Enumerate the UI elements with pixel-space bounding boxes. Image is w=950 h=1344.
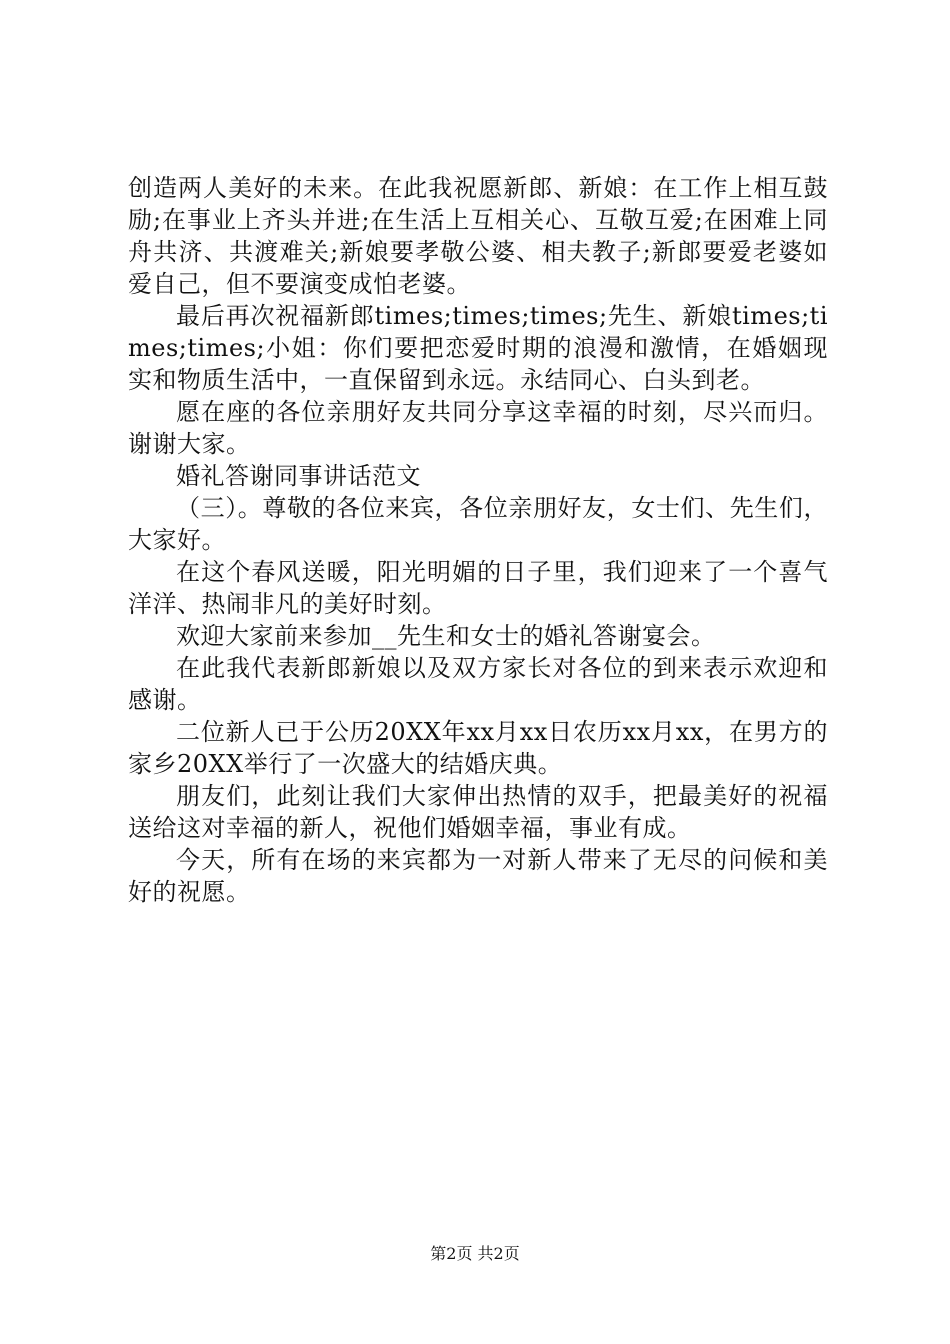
paragraph-representing: 在此我代表新郎新娘以及双方家长对各位的到来表示欢迎和感谢。 [128, 654, 828, 714]
paragraph-welcome: 欢迎大家前来参加__先生和女士的婚礼答谢宴会。 [176, 622, 716, 650]
paragraph-thanks: 愿在座的各位亲朋好友共同分享这幸福的时刻，尽兴而归。谢谢大家。 [128, 398, 828, 458]
section-heading: 婚礼答谢同事讲话范文 [176, 462, 421, 490]
paragraph-spring: 在这个春风送暖，阳光明媚的日子里，我们迎来了一个喜气洋洋、热闹非凡的美好时刻。 [128, 558, 828, 618]
paragraph-friends: 朋友们，此刻让我们大家伸出热情的双手，把最美好的祝福送给这对幸福的新人，祝他们婚姻幸福，事业有成。 [128, 782, 828, 842]
document-body [128, 172, 828, 908]
page-footer: 第2页 共2页 [430, 1244, 520, 1263]
paragraph-today: 今天，所有在场的来宾都为一对新人带来了无尽的问候和美好的祝愿。 [128, 846, 828, 906]
paragraph-greeting: （三）。尊敬的各位来宾，各位亲朋好友，女士们、先生们，大家好。 [128, 494, 828, 554]
paragraph-continuation: 创造两人美好的未来。在此我祝愿新郎、新娘：在工作上相互鼓励;在事业上齐头并进;在生活上互相关心、互敬互爱;在困难上同舟共济、共渡难关;新娘要孝敬公婆、相夫教子;新郎要爱老婆如爱自己，但不要演变成怕老婆。 [128, 174, 828, 298]
paragraph-ceremony: 二位新人已于公历20XX年xx月xx日农历xx月xx，在男方的家乡20XX举行了一次盛大的结婚庆典。 [128, 718, 828, 778]
paragraph-final-blessing: 最后再次祝福新郎times;times;times;先生、新娘times;times;times;小姐：你们要把恋爱时期的浪漫和激情，在婚姻现实和物质生活中，一直保留到永远。永结同心、白头到老。 [128, 302, 828, 394]
